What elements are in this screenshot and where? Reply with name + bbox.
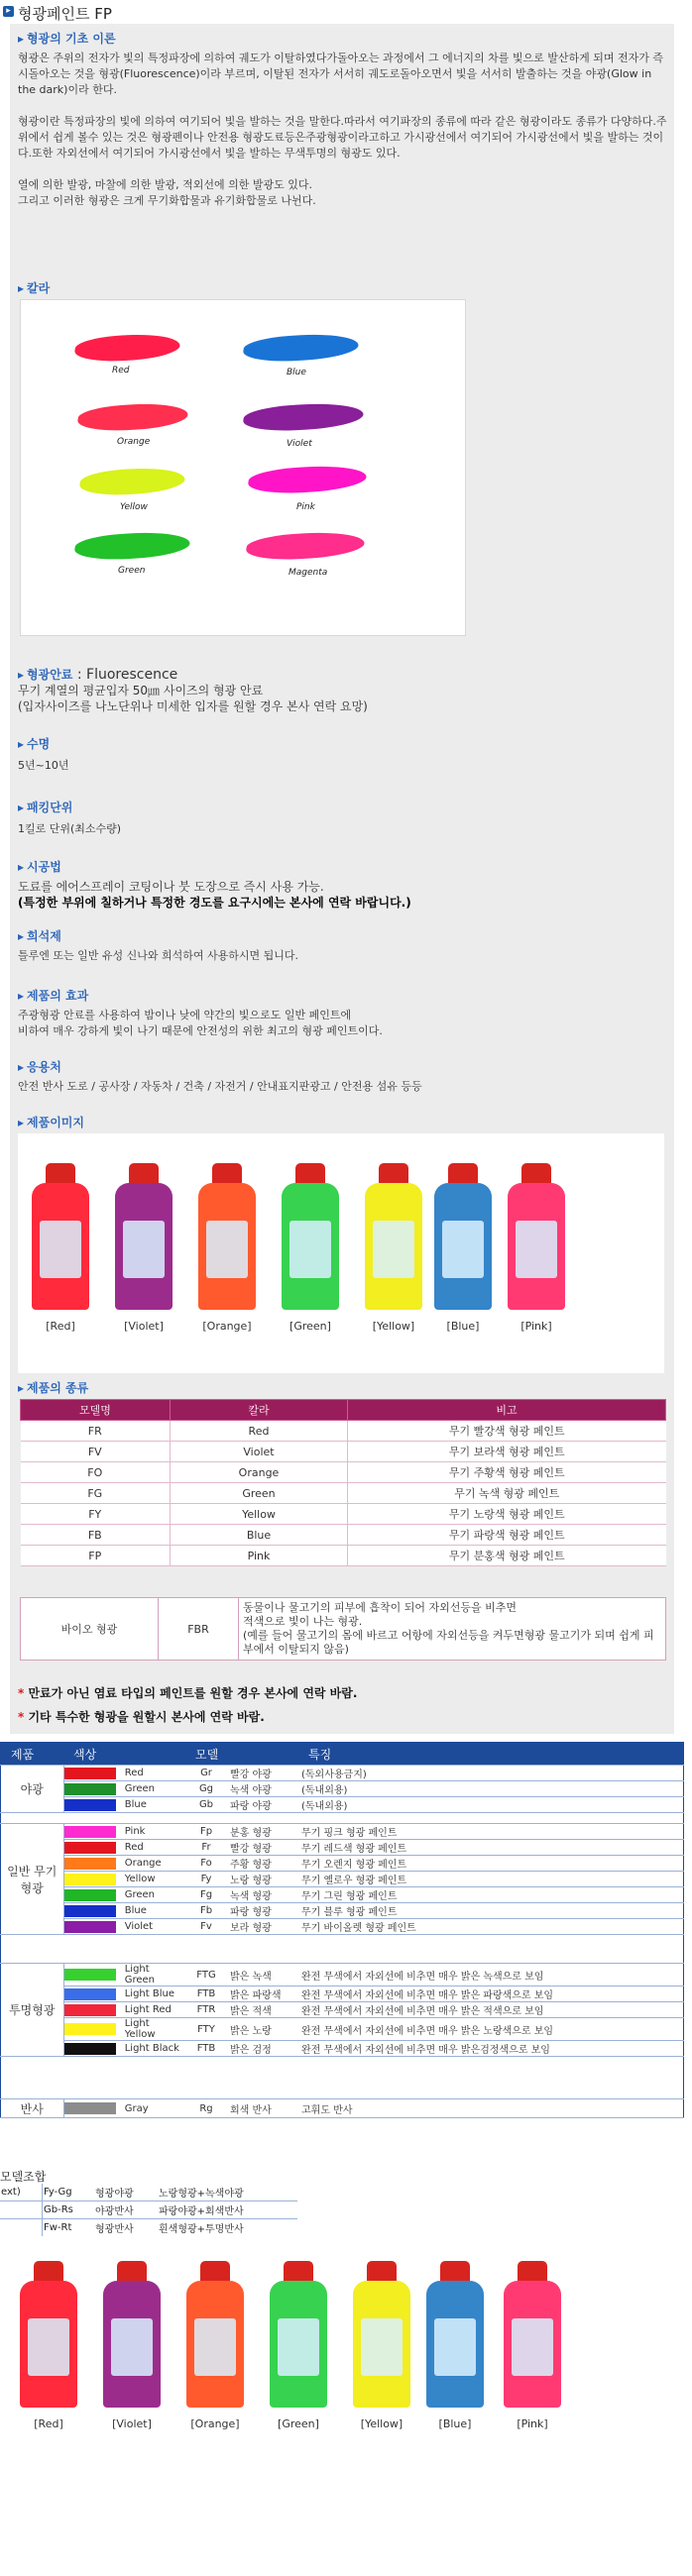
color-heading: ▸ 칼라 [18, 281, 51, 295]
table-row: FY Yellow 무기 노랑색 형광 페인트 [21, 1504, 666, 1525]
basics-paragraph-1: 형광은 주위의 전자가 빛의 특정파장에 의하여 궤도가 이탈하였다가돌아오는 과정에서 그 에너지의 차를 빛으로 발산하게 되며 전자가 즉시돌아오는 것을 형광(Fluorescence)이라 부르며, 이탈된 전자가 서서히 궤도로돌아오면서 빛을 서서히 발출하는 것을 야광(Glow in the dark)이라 한다. [18, 52, 663, 96]
group-reflective: 반사 [1, 2099, 64, 2118]
bio-description: 동물이나 물고기의 피부에 흡착이 되어 자외선등을 비추면 적색으로 빛이 나는 형광. (예를 들어 물고기의 몸에 바르고 어항에 자외선등을 켜두면형광 물고기가 되며 쉽게 피부에서 이탈되지 않음) [239, 1598, 666, 1661]
table-row: Red Fr 빨강 형광 무기 레드색 형광 페인트 [1, 1840, 684, 1856]
table-row: Light Yellow FTY 밝은 노랑 완전 무색에서 자외선에 비추면 매우 밝은 노랑색으로 보임 [1, 2018, 684, 2041]
color-sample-photo [20, 299, 466, 636]
page-title: 형광페인트 FP [18, 5, 112, 23]
method-heading: ▸ 시공법 [18, 860, 61, 874]
thinner-text: 틀루엔 또는 일반 유성 신나와 희석하여 사용하시면 됩니다. [18, 949, 298, 962]
table-row: FP Pink 무기 분홍색 형광 페인트 [21, 1546, 666, 1566]
swatch-label-pink: Pink [296, 502, 315, 512]
note-dye-type: * 만료가 아닌 염료 타입의 페인트를 원할 경우 본사에 연락 바람. [18, 1686, 358, 1700]
color-chip [64, 1799, 116, 1811]
table-row: 야광 Red Gr 빨강 야광 (독외사용금지) [1, 1766, 684, 1781]
table-row: Green Fg 녹색 형광 무기 그린 형광 페인트 [1, 1887, 684, 1903]
table-row: 반사 Gray Rg 회색 반사 고휘도 반사 [1, 2099, 684, 2118]
color-chip [64, 1874, 116, 1885]
table-row: FO Orange 무기 주황색 형광 페인트 [21, 1462, 666, 1483]
basics-paragraph-2: 형광이란 특정파장의 빛에 의하여 여기되어 빛을 발하는 것을 말한다.따라서 여기파장의 종류에 따라 같은 형광이라도 종류가 다양하다.주위에서 쉽게 볼수 있는 것은 형광펜이나 안전용 형광도료등은주광형광이라고하고 가시광선에서 여기되어 가시광선에서 빛을 발하는 것이다.또한 자외선에서 여기되어 가시광선에서 빛을 발하는 무색투명의 형광도 있다. [18, 115, 667, 160]
method-line-2: (특정한 부위에 칠하거나 특정한 경도를 요구시에는 본사에 연락 바랍니다.) [18, 896, 411, 910]
swatch-pink [246, 463, 368, 496]
life-section [18, 735, 68, 774]
combo-table [0, 2184, 297, 2236]
color-chip [64, 1969, 116, 1981]
bullet-icon: ▸ [18, 860, 25, 874]
swatch-violet [241, 400, 365, 434]
images-section [18, 1114, 84, 1130]
basics-paragraph-4: 그리고 이러한 형광은 크게 무기화합물과 유기화합물로 나뉜다. [18, 194, 316, 207]
bullet-icon: ▸ [18, 989, 25, 1003]
table-row: FR Red 무기 빨강색 형광 페인트 [21, 1421, 666, 1442]
bullet-icon: ▸ [18, 281, 25, 295]
swatch-red [72, 331, 181, 364]
table-row: Gb-Rs 야광반사 파랑야광+회색반사 [0, 2201, 297, 2219]
method-section [18, 858, 668, 911]
color-chip [64, 1921, 116, 1933]
swatch-yellow [77, 465, 186, 497]
color-chip [64, 1826, 116, 1838]
usage-text: 안전 반사 도로 / 공사장 / 자동차 / 건축 / 자전거 / 안내표지판광고 / 안전용 섬유 등등 [18, 1080, 422, 1093]
effect-heading: ▸ 제품의 효과 [18, 989, 89, 1003]
color-chip [64, 2043, 116, 2055]
swatch-label-blue: Blue [287, 368, 306, 377]
pigment-section [18, 666, 668, 714]
bullet-icon: ▸ [18, 929, 25, 943]
color-chip [64, 1905, 116, 1917]
table-row: Light Red FTR 밝은 적색 완전 무색에서 자외선에 비추면 매우 밝은 적색으로 보임 [1, 2002, 684, 2018]
effect-line-2: 비하여 매우 강하게 빛이 나기 때문에 안전성의 위한 최고의 형광 페인트이다. [18, 1024, 383, 1037]
table-row: Orange Fo 주황 형광 무기 오렌지 형광 페인트 [1, 1856, 684, 1872]
pigment-heading: ▸ 형광안료 : Fluorescence [18, 667, 178, 683]
bullet-icon: ▸ [18, 801, 25, 814]
table-row: ext) Fy-Gg 형광야광 노랑형광+녹색야광 [0, 2184, 297, 2201]
color-chip [64, 1858, 116, 1870]
pigment-line-1: 무기 계열의 평균입자 50㎛ 사이즈의 형광 안료 [18, 684, 264, 698]
life-heading: ▸ 수명 [18, 737, 51, 751]
title-bullet-icon: ▸ [3, 6, 14, 17]
color-chip [64, 2102, 116, 2114]
table-row: 일반 무기 형광 Pink Fp 분홍 형광 무기 핑크 형광 페인트 [1, 1824, 684, 1840]
basics-heading: ▸ 형광의 기초 이론 [18, 32, 116, 46]
swatch-orange [75, 400, 189, 434]
images-heading: ▸ 제품이미지 [18, 1116, 84, 1129]
bullet-icon: ▸ [18, 1116, 25, 1129]
types-section [18, 1379, 88, 1396]
bio-code: FBR [159, 1598, 239, 1661]
bullet-icon: ▸ [18, 1381, 25, 1395]
thinner-heading: ▸ 희석제 [18, 929, 61, 943]
packing-text: 1킬로 단위(최소수량) [18, 822, 122, 835]
swatch-label-yellow: Yellow [120, 502, 148, 512]
color-chip [64, 1783, 116, 1795]
usage-section [18, 1058, 668, 1095]
table-row: Blue Gb 파랑 야광 (독내외용) [1, 1797, 684, 1813]
bottom-bottles-image: [Red] [Violet] [Orange] [Green] [Yellow] [Blue] [Pink] [0, 2231, 692, 2469]
swatch-blue [241, 331, 360, 365]
swatch-label-red: Red [112, 366, 130, 376]
packing-section [18, 799, 121, 837]
table-row: Green Gg 녹색 야광 (독내외용) [1, 1781, 684, 1797]
pigment-line-2: (입자사이즈를 나노단위나 미세한 입자를 원할 경우 본사 연락 요망) [18, 699, 368, 713]
bullet-icon: ▸ [18, 737, 25, 751]
table-row: FB Blue 무기 파랑색 형광 페인트 [21, 1525, 666, 1546]
basics-section [18, 30, 668, 209]
life-text: 5년~10년 [18, 759, 69, 772]
group-glow: 야광 [1, 1766, 64, 1813]
product-types-table [20, 1399, 666, 1566]
swatch-label-green: Green [118, 566, 146, 576]
bio-name: 바이오 형광 [60, 1623, 118, 1636]
bullet-icon: ▸ [18, 32, 25, 46]
swatch-green [72, 529, 191, 563]
table-row: FG Green 무기 녹색 형광 페인트 [21, 1483, 666, 1504]
swatch-label-magenta: Magenta [288, 568, 328, 578]
color-chip [64, 1842, 116, 1854]
swatch-label-orange: Orange [117, 437, 151, 447]
bullet-icon: ▸ [18, 1060, 25, 1074]
product-panel [10, 24, 674, 1734]
usage-heading: ▸ 응용처 [18, 1060, 61, 1074]
color-chip [64, 2004, 116, 2016]
combo-heading: 모델조합 [0, 2170, 47, 2184]
table-row: Yellow Fy 노랑 형광 무기 옐로우 형광 페인트 [1, 1872, 684, 1887]
bullet-icon: ▸ [18, 668, 25, 682]
effect-line-1: 주광형광 안료를 사용하여 밤이나 낮에 약간의 빛으로도 일반 페인트에 [18, 1009, 352, 1021]
table-row: Light Blue FTB 밝은 파랑색 완전 무색에서 자외선에 비추면 매우 밝은 파랑색으로 보임 [1, 1986, 684, 2002]
color-chip [64, 1988, 116, 2000]
table-row: Fw-Rt 형광반사 흰색형광+투명반사 [0, 2219, 297, 2237]
color-chip [64, 1768, 116, 1779]
color-chip [64, 2023, 116, 2035]
table-row: FV Violet 무기 보라색 형광 페인트 [21, 1442, 666, 1462]
table-row: 투명형광 Light Green FTG 밝은 녹색 완전 무색에서 자외선에 비추면 매우 밝은 녹색으로 보임 [1, 1964, 684, 1986]
table-row: Violet Fv 보라 형광 무기 바이올렛 형광 페인트 [1, 1919, 684, 1935]
thinner-section [18, 927, 298, 964]
effect-section [18, 987, 668, 1039]
method-line-1: 도료를 에어스프레이 코팅이나 붓 도장으로 즉시 사용 가능. [18, 880, 324, 894]
product-bottles-image: [Red] [Violet] [Orange] [Green] [Yellow] [Blue] [Pink] [18, 1133, 664, 1373]
color-section [18, 279, 50, 296]
table-header-row: 제품 색상 모델 특징 [1, 1743, 684, 1766]
page-header [0, 0, 692, 22]
basics-paragraph-3: 열에 의한 발광, 마찰에 의한 발광, 적외선에 의한 발광도 있다. [18, 178, 312, 191]
types-heading: ▸ 제품의 종류 [18, 1381, 89, 1395]
color-chip [64, 1889, 116, 1901]
swatch-label-violet: Violet [287, 439, 312, 449]
table-header-row: 모델명 칼라 비고 [21, 1400, 666, 1421]
bio-fluorescent-table [20, 1597, 666, 1661]
specification-table [0, 1742, 684, 2118]
packing-heading: ▸ 패킹단위 [18, 801, 73, 814]
table-row: Light Black FTB 밝은 검정 완전 무색에서 자외선에 비추면 매우 밝은검정색으로 보임 [1, 2041, 684, 2057]
swatch-magenta [244, 529, 366, 563]
note-special: * 기타 특수한 형광을 원할시 본사에 연락 바람. [18, 1710, 265, 1724]
group-inorganic: 일반 무기 형광 [1, 1824, 64, 1935]
group-transparent: 투명형광 [1, 1964, 64, 2057]
table-row: Blue Fb 파랑 형광 무기 블루 형광 페인트 [1, 1903, 684, 1919]
table-row [21, 1598, 666, 1661]
